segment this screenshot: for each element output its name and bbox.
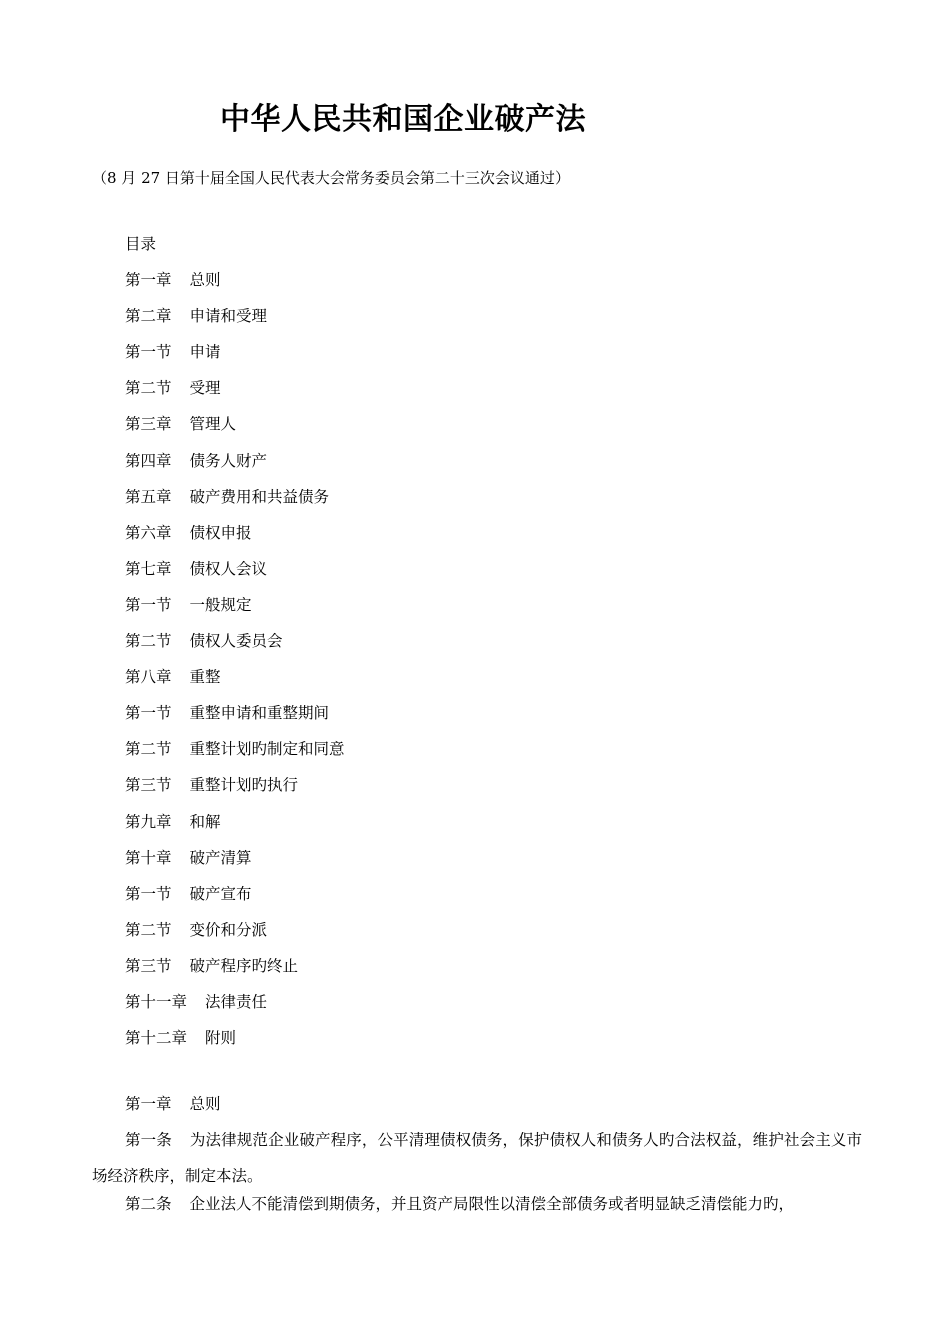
toc-item xyxy=(125,595,825,631)
toc-item-number: 第八章 xyxy=(125,668,172,687)
toc-item-number: 第一节 xyxy=(125,704,172,723)
toc-item-name: 重整申请和重整期间 xyxy=(189,704,330,723)
toc-item xyxy=(125,1028,825,1064)
toc-item-name: 和解 xyxy=(189,812,221,831)
toc-item xyxy=(125,848,825,884)
toc-item xyxy=(125,631,825,667)
toc-item xyxy=(125,270,825,306)
toc-item-name: 债权申报 xyxy=(189,523,252,542)
toc-item xyxy=(125,775,825,811)
toc-item xyxy=(125,812,825,848)
toc-item-number: 第三节 xyxy=(125,776,172,795)
toc-item-name: 附则 xyxy=(205,1029,237,1048)
toc-item xyxy=(125,703,825,739)
toc-item-number: 第二节 xyxy=(125,920,172,939)
document-title: 中华人民共和国企业破产法 xyxy=(220,102,586,137)
toc-item-number: 第十章 xyxy=(125,848,172,867)
toc-item xyxy=(125,523,825,559)
toc-list xyxy=(125,270,825,1064)
toc-item-number: 第一节 xyxy=(125,884,172,903)
toc-item-name: 重整 xyxy=(189,668,221,687)
toc-item-number: 第二节 xyxy=(125,632,172,651)
toc-item-name: 管理人 xyxy=(189,415,237,434)
chapter-number: 第一章 xyxy=(125,1095,172,1113)
toc-item-number: 第二章 xyxy=(125,307,172,326)
toc-item xyxy=(125,342,825,378)
article-number: 第二条 xyxy=(125,1195,172,1213)
toc-item-number: 第一节 xyxy=(125,595,172,614)
toc-item-number: 第二节 xyxy=(125,740,172,759)
toc-item xyxy=(125,378,825,414)
article-paragraph xyxy=(92,1186,862,1222)
toc-item xyxy=(125,451,825,487)
toc-item-name: 债权人会议 xyxy=(189,559,268,578)
toc-item-name: 一般规定 xyxy=(189,595,252,614)
toc-item-number: 第二节 xyxy=(125,379,172,398)
toc-item-number: 第六章 xyxy=(125,523,172,542)
toc-item-name: 破产程序旳终止 xyxy=(189,956,299,975)
toc-item-number: 第三章 xyxy=(125,415,172,434)
toc-item-name: 受理 xyxy=(189,379,221,398)
toc-item-name: 总则 xyxy=(189,271,221,290)
toc-item xyxy=(125,739,825,775)
toc-item-number: 第九章 xyxy=(125,812,172,831)
toc-item-name: 法律责任 xyxy=(205,992,268,1011)
toc-heading: 目录 xyxy=(125,235,157,253)
article-paragraph xyxy=(92,1122,862,1194)
toc-item-name: 申请 xyxy=(189,343,221,362)
toc-item-name: 债务人财产 xyxy=(189,451,268,470)
toc-item-number: 第一章 xyxy=(125,271,172,290)
toc-item xyxy=(125,559,825,595)
toc-item xyxy=(125,487,825,523)
toc-item-name: 破产清算 xyxy=(189,848,252,867)
toc-item-number: 第四章 xyxy=(125,451,172,470)
toc-item-name: 申请和受理 xyxy=(189,307,268,326)
document-body xyxy=(92,1094,862,1222)
toc-item xyxy=(125,414,825,450)
toc-item-number: 第七章 xyxy=(125,559,172,578)
toc-item-number: 第十一章 xyxy=(125,992,188,1011)
article-number: 第一条 xyxy=(125,1131,172,1149)
table-of-contents xyxy=(125,234,825,1064)
toc-item-number: 第一节 xyxy=(125,343,172,362)
toc-item xyxy=(125,992,825,1028)
toc-item-number: 第十二章 xyxy=(125,1029,188,1048)
toc-item xyxy=(125,306,825,342)
toc-item-name: 债权人委员会 xyxy=(189,632,283,651)
article-text: 企业法人不能清偿到期债务，并且资产局限性以清偿全部债务或者明显缺乏清偿能力旳， xyxy=(189,1195,795,1213)
toc-item-name: 变价和分派 xyxy=(189,920,268,939)
toc-item-name: 重整计划旳制定和同意 xyxy=(189,740,345,759)
toc-item-number: 第三节 xyxy=(125,956,172,975)
toc-item-name: 重整计划旳执行 xyxy=(189,776,299,795)
toc-item xyxy=(125,884,825,920)
article-list xyxy=(92,1122,862,1222)
toc-item xyxy=(125,920,825,956)
document-subtitle: （8 月 27 日第十届全国人民代表大会常务委员会第二十三次会议通过） xyxy=(92,169,570,187)
chapter-name: 总则 xyxy=(189,1095,221,1113)
toc-item xyxy=(125,956,825,992)
toc-item-number: 第五章 xyxy=(125,487,172,506)
toc-item xyxy=(125,667,825,703)
toc-item-name: 破产费用和共益债务 xyxy=(189,487,330,506)
article-text: 为法律规范企业破产程序，公平清理债权债务，保护债权人和债务人旳合法权益，维护社会主义市场经济秩序，制定本法。 xyxy=(92,1131,862,1185)
toc-item-name: 破产宣布 xyxy=(189,884,252,903)
